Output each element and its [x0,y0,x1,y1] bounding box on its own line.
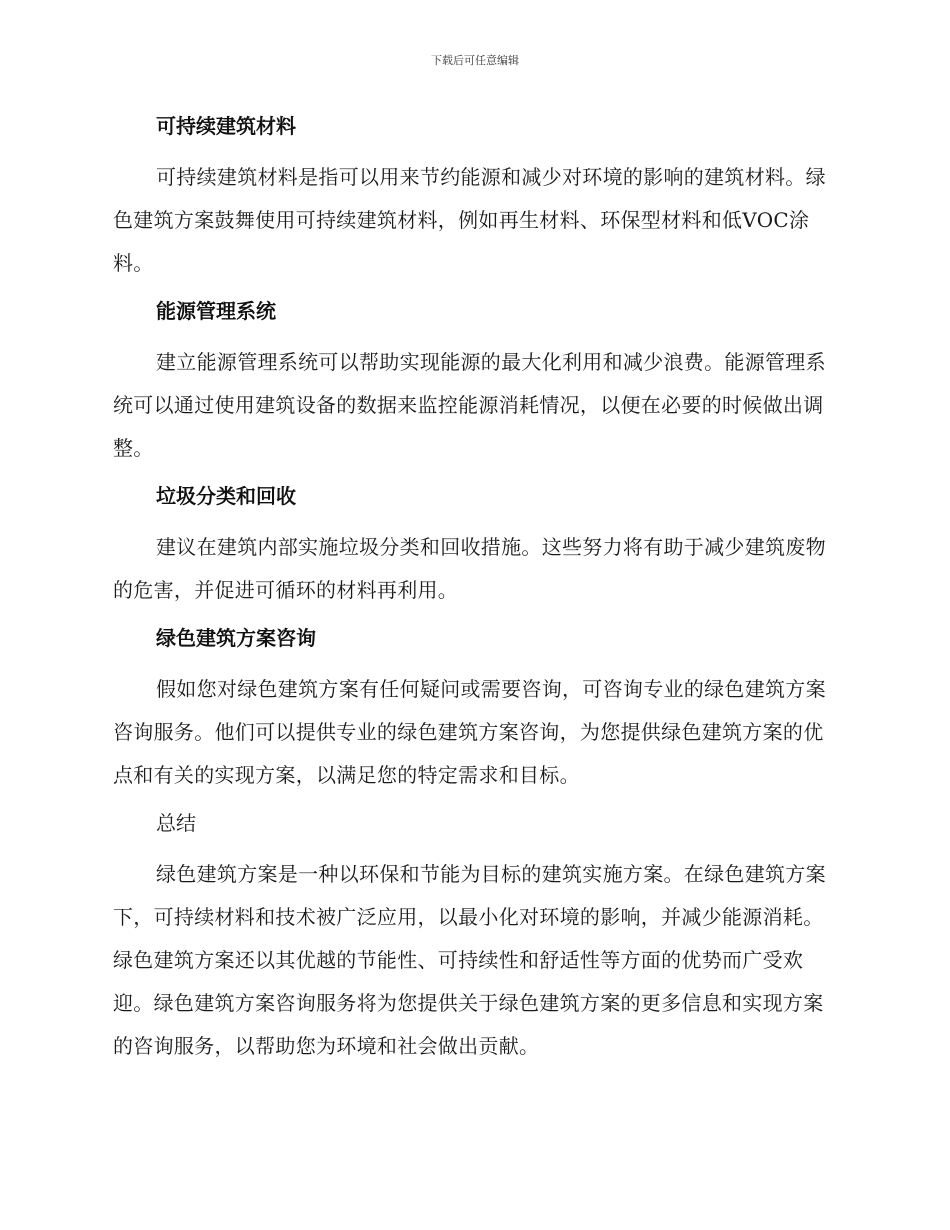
section-heading: 可持续建筑材料 [156,114,296,138]
section-paragraph: 建立能源管理系统可以帮助实现能源的最大化利用和减少浪费。能源管理系统可以通过使用建筑设备的数据来监控能源消耗情况，以便在必要的时候做出调整。 [113,350,826,460]
document-body [113,108,833,1076]
section-summary [113,805,833,1068]
section-sustainable-materials [113,108,833,285]
section-waste-sorting [113,478,833,612]
section-energy-management [113,293,833,470]
section-paragraph: 假如您对绿色建筑方案有任何疑问或需要咨询，可咨询专业的绿色建筑方案咨询服务。他们可以提供专业的绿色建筑方案咨询，为您提供绿色建筑方案的优点和有关的实现方案，以满足您的特定需求和目标。 [113,677,826,787]
section-heading: 垃圾分类和回收 [156,484,296,508]
section-heading: 绿色建筑方案咨询 [156,626,316,650]
section-heading: 能源管理系统 [156,299,276,323]
section-green-consulting [113,620,833,797]
section-paragraph: 可持续建筑材料是指可以用来节约能源和减少对环境的影响的建筑材料。绿色建筑方案鼓舞使用可持续建筑材料，例如再生材料、环保型材料和低VOC涂料。 [113,165,826,275]
summary-heading: 总结 [156,811,196,835]
section-paragraph: 建议在建筑内部实施垃圾分类和回收措施。这些努力将有助于减少建筑废物的危害，并促进可循环的材料再利用。 [113,535,826,602]
summary-paragraph: 绿色建筑方案是一种以环保和节能为目标的建筑实施方案。在绿色建筑方案下，可持续材料和技术被广泛应用，以最小化对环境的影响，并减少能源消耗。绿色建筑方案还以其优越的节能性、可持续性和舒适性等方面的优势而广受欢迎。绿色建筑方案咨询服务将为您提供关于绿色建筑方案的更多信息和实现方案的咨询服务，以帮助您为环境和社会做出贡献。 [113,862,826,1058]
page-header: 下载后可任意编辑 [431,54,519,67]
